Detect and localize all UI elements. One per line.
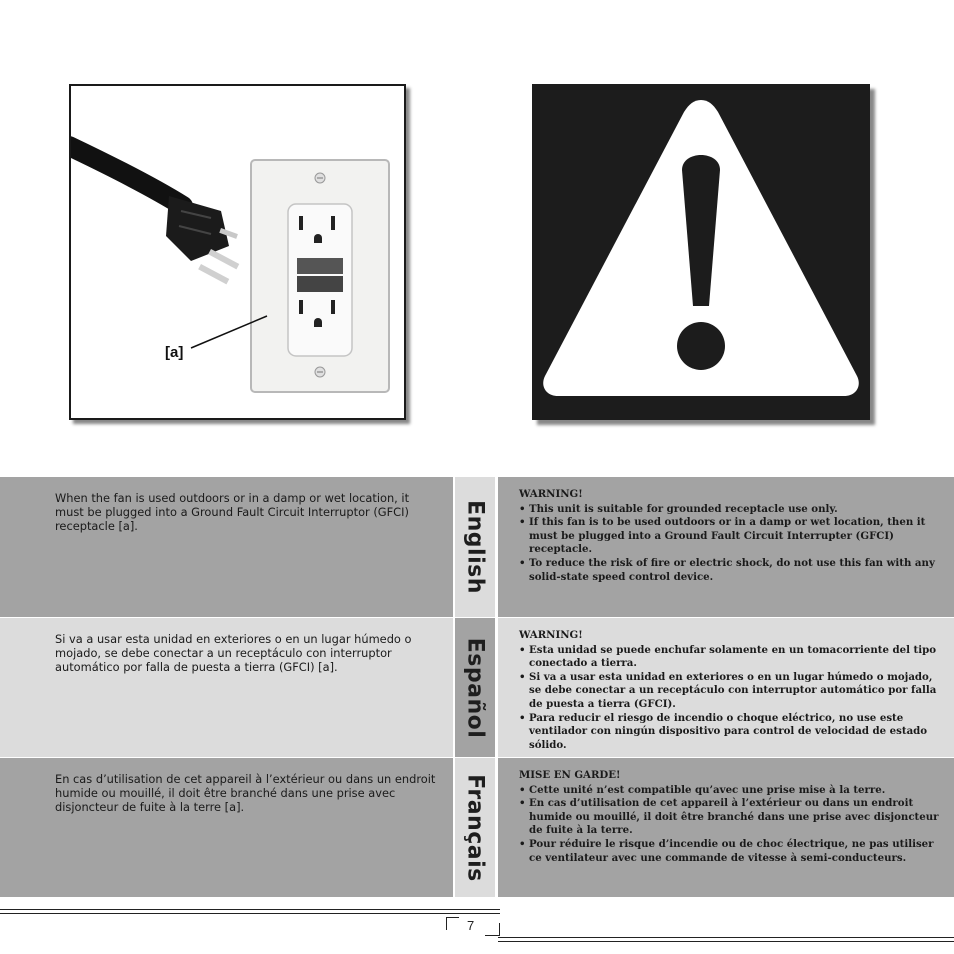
warning-cell	[498, 618, 954, 757]
warning-item: • Esta unidad se puede enchufar solamente en un tomacorriente del tipo conectado a tierra.	[519, 644, 939, 671]
language-tab-label: English	[462, 500, 488, 594]
warning-cell	[498, 477, 954, 617]
language-tab-label: Español	[462, 637, 488, 738]
warning-cell	[498, 758, 954, 897]
callout-label: [a]	[165, 344, 184, 361]
footer-rule-left-top	[0, 909, 500, 910]
warning-item: • To reduce the risk of fire or electric shock, do not use this fan with any solid-state speed control device.	[519, 557, 939, 584]
page-number-bracket-right	[485, 923, 500, 936]
warning-item: • Si va a usar esta unidad en exteriores o en un lugar húmedo o mojado, se debe conectar a un receptáculo con interruptor automático por falla de puesta a tierra (GFCI).	[519, 671, 939, 712]
page-number: 7	[467, 918, 475, 933]
warning-list	[519, 503, 939, 585]
language-tab-label: Français	[462, 773, 488, 882]
section-spanish	[0, 618, 954, 757]
warning-title: WARNING!	[519, 629, 583, 641]
footer-rule-left-bottom	[0, 913, 500, 914]
footer-rule-right-bottom	[498, 941, 954, 942]
warning-block	[519, 629, 939, 752]
instruction-text: Si va a usar esta unidad en exteriores o en un lugar húmedo o mojado, se debe conectar a un receptáculo con interruptor automático por falla de puesta a tierra (GFCI) [a].	[55, 632, 412, 674]
warning-list	[519, 784, 939, 866]
warning-item: • This unit is suitable for grounded receptacle use only.	[519, 503, 939, 517]
warning-item: • If this fan is to be used outdoors or in a damp or wet location, then it must be plugged into a Ground Fault Circuit Interrupter (GFCI) receptacle.	[519, 516, 939, 557]
language-tab-french	[455, 758, 495, 897]
warning-list	[519, 644, 939, 753]
footer-rule-right-top	[498, 937, 954, 938]
warning-triangle-icon	[532, 84, 870, 420]
gfci-receptacle	[288, 204, 352, 356]
warning-block	[519, 769, 939, 865]
warning-symbol-panel	[532, 84, 870, 420]
warning-block	[519, 488, 939, 584]
instruction-text: When the fan is used outdoors or in a damp or wet location, it must be plugged into a Ground Fault Circuit Interruptor (GFCI) receptacle [a].	[55, 491, 410, 533]
warning-title: MISE EN GARDE!	[519, 769, 621, 781]
power-cord	[71, 146, 183, 206]
exclamation-dot	[677, 322, 725, 370]
warning-title: WARNING!	[519, 488, 583, 500]
warning-item: • Pour réduire le risque d’incendie ou de choc électrique, ne pas utiliser ce ventilateur avec une commande de vitesse à semi-conducteurs.	[519, 838, 939, 865]
instruction-text: En cas d’utilisation de cet appareil à l’extérieur ou dans un endroit humide ou mouillé, il doit être branché dans une prise avec disjoncteur de fuite à la terre [a].	[55, 772, 436, 814]
instruction-cell	[0, 618, 453, 757]
language-tab-spanish	[455, 618, 495, 757]
warning-item: • Para reducir el riesgo de incendio o choque eléctrico, no use este ventilador con ningún dispositivo para control de velocidad de estado sólido.	[519, 712, 939, 753]
gfci-photo	[69, 84, 406, 420]
gfci-illustration	[71, 86, 408, 422]
section-french	[0, 758, 954, 897]
instruction-cell	[0, 477, 453, 617]
page-number-bracket-left	[446, 917, 459, 930]
instruction-cell	[0, 758, 453, 897]
plug	[166, 196, 239, 284]
section-english	[0, 477, 954, 617]
warning-item: • Cette unité n’est compatible qu’avec une prise mise à la terre.	[519, 784, 939, 798]
warning-item: • En cas d’utilisation de cet appareil à l’extérieur ou dans un endroit humide ou mouillé, il doit être branché dans une prise avec disjoncteur de fuite à la terre.	[519, 797, 939, 838]
language-tab-english	[455, 477, 495, 617]
